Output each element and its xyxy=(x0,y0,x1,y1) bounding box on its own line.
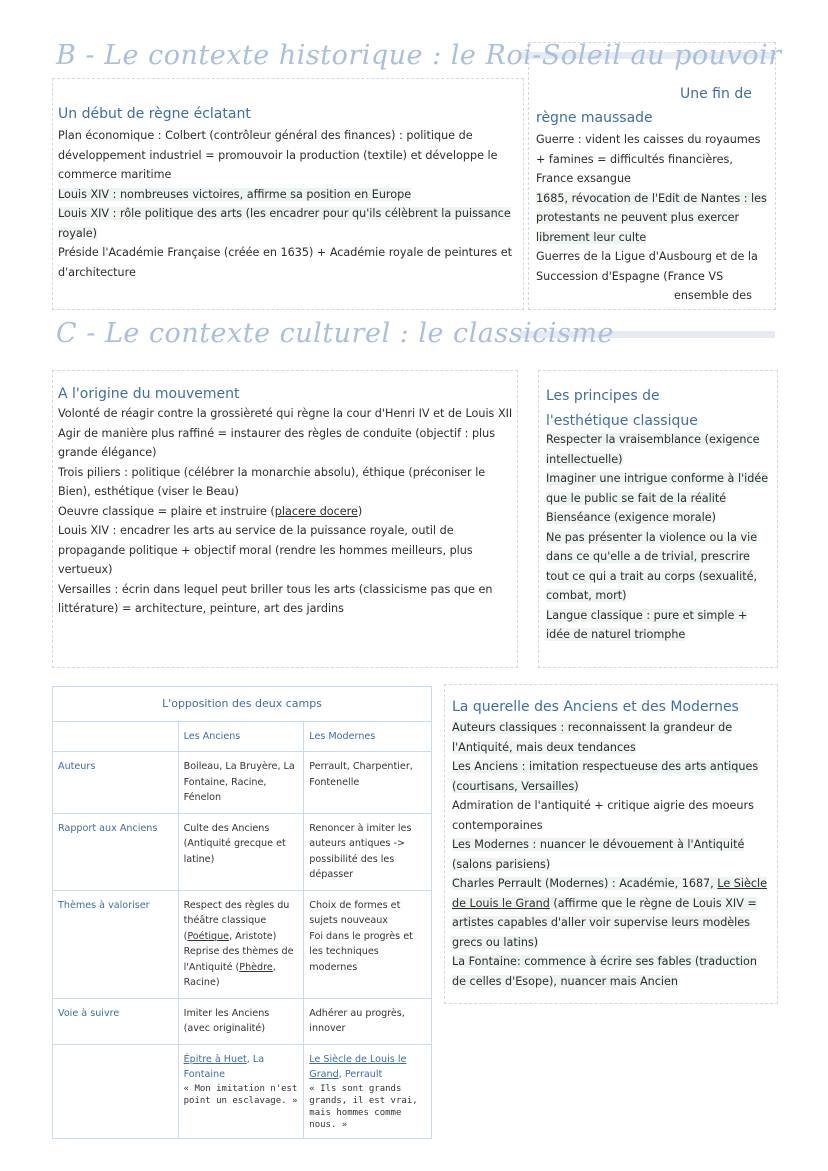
section-c-right-text xyxy=(546,430,772,645)
table-row xyxy=(53,890,432,998)
row-header: Auteurs xyxy=(53,752,179,814)
table-corner xyxy=(53,721,179,752)
poetique-link: Poétique xyxy=(187,930,230,942)
text-line: 1685, révocation de l'Edit de Nantes : les protestants ne peuvent plus exercer librement leur culte xyxy=(536,191,767,244)
section-c-left-text xyxy=(58,404,513,619)
quote-modernes: Le Siècle de Louis le Grand, Perrault « Ils sont grands grands, il est vrai, mais hommes comme nous. » xyxy=(304,1044,432,1138)
siecle-louis-link[interactable]: Le Siècle de Louis le Grand xyxy=(309,1053,407,1080)
col-header-anciens: Les Anciens xyxy=(178,721,304,752)
text-line: Admiration de l'antiquité + critique aigrie des moeurs contemporaines xyxy=(452,799,754,832)
querelle-subtitle: La querelle des Anciens et des Modernes xyxy=(452,699,739,715)
table-row xyxy=(53,998,432,1044)
table-cell: Imiter les Anciens (avec originalité) xyxy=(178,998,304,1044)
table-cell: Adhérer au progrès, innover xyxy=(304,998,432,1044)
placere-docere-link: placere docere xyxy=(274,504,358,518)
text-line: Langue classique : pure et simple + idée de naturel triomphe xyxy=(546,608,748,641)
text-line: ensemble des xyxy=(673,289,752,302)
text-line: Agir de manière plus raffiné = instaurer des règles de conduite (objectif : plus grande élégance) xyxy=(58,426,496,459)
section-b-left-subtitle: Un début de règne éclatant xyxy=(58,106,251,122)
section-b-title: B - Le contexte historique : le Roi-Soleil au pouvoir xyxy=(56,40,782,71)
querelle-text xyxy=(452,718,770,991)
text-line: Ne pas présenter la violence ou la vie dans ce qu'elle a de trivial, prescrire tout ce qui a trait au corps (sexualité, combat, mort) xyxy=(546,530,758,602)
table-cell: Boileau, La Bruyère, La Fontaine, Racine, Fénelon xyxy=(178,752,304,814)
col-header-modernes: Les Modernes xyxy=(304,721,432,752)
phedre-link: Phèdre xyxy=(239,961,273,973)
text-line: Respecter la vraisemblance (exigence intellectuelle) xyxy=(546,433,760,466)
table-cell: Choix de formes et sujets nouveaux Foi dans le progrès et les techniques modernes xyxy=(304,890,432,998)
opposition-table xyxy=(52,686,432,1139)
table-cell: Renoncer à imiter les auteurs antiques -> possibilité des les dépasser xyxy=(304,813,432,890)
text-line: Les Anciens : imitation respectueuse des arts antiques (courtisans, Versailles) xyxy=(452,760,759,793)
text-line: La Fontaine: commence à écrire ses fables (traduction de celles d'Esope), nuancer mais Ancien xyxy=(452,955,757,988)
text-line: Plan économique : Colbert (contrôleur général des finances) : politique de développement industriel = promouvoir la production (textile) et développe le commerce maritime xyxy=(58,129,498,181)
text-line: Louis XIV : rôle politique des arts (les encadrer pour qu'ils célèbrent la puissance royale) xyxy=(58,207,511,240)
text-line: Imaginer une intrigue conforme à l'idée que le public se fait de la réalité xyxy=(546,472,769,505)
section-c-left-subtitle: A l'origine du mouvement xyxy=(58,386,240,402)
text-line: Guerre : vident les caisses du royaumes + famines = difficultés financières, France exsangue xyxy=(536,133,761,185)
text-line: Volonté de réagir contre la grossièreté qui règne la cour d'Henri IV et de Louis XII xyxy=(58,407,513,420)
text-line: Oeuvre classique = plaire et instruire (placere docere) xyxy=(58,504,363,518)
section-c-right-subtitle: Les principes de l'esthétique classique xyxy=(546,388,698,429)
text-line: Trois piliers : politique (célébrer la monarchie absolu), éthique (préconiser le Bien), esthétique (viser le Beau) xyxy=(58,465,486,498)
text-line: Les Modernes : nuancer le dévouement à l'Antiquité (salons parisiens) xyxy=(452,838,745,871)
section-b-right-text xyxy=(536,130,768,306)
table-cell: Culte des Anciens (Antiquité grecque et latine) xyxy=(178,813,304,890)
text-line: Bienséance (exigence morale) xyxy=(546,511,717,524)
table-title: L'opposition des deux camps xyxy=(53,687,432,722)
row-header: Thèmes à valoriser xyxy=(53,890,179,998)
table-cell: Respect des règles du théâtre classique (Poétique, Aristote) Reprise des thèmes de l'Antiquité (Phèdre, Racine) xyxy=(178,890,304,998)
table-row xyxy=(53,752,432,814)
quote-anciens: Épitre à Huet, La Fontaine « Mon imitation n'est point un esclavage. » xyxy=(178,1044,304,1138)
row-header: Rapport aux Anciens xyxy=(53,813,179,890)
text-line: Louis XIV : encadrer les arts au service de la puissance royale, outil de propagande politique + objectif moral (rendre les hommes meilleurs, plus vertueux) xyxy=(58,524,473,576)
text-line: Auteurs classiques : reconnaissent la grandeur de l'Antiquité, mais deux tendances xyxy=(452,721,733,754)
section-b-left-text xyxy=(58,126,513,282)
section-b-right-subtitle-b: règne maussade xyxy=(536,110,653,126)
text-line: Charles Perrault (Modernes) : Académie, 1687, Le Siècle de Louis le Grand (affirme que le règne de Louis XIV = artistes capables d'aller voir supervise leurs modèles grecs ou latins) xyxy=(452,877,768,949)
text-line: Louis XIV : nombreuses victoires, affirme sa position en Europe xyxy=(58,187,412,201)
text-line: Guerres de la Ligue d'Ausbourg et de la Succession d'Espagne (France VS xyxy=(536,250,758,283)
text-line: Versailles : écrin dans lequel peut briller tous les arts (classicisme pas que en littérature) = architecture, peinture, art des jardins xyxy=(58,582,493,615)
siecle-louis-le-grand-link: Le Siècle de Louis le Grand xyxy=(452,877,768,910)
table-row xyxy=(53,813,432,890)
table-cell: Perrault, Charpentier, Fontenelle xyxy=(304,752,432,814)
epitre-huet-link[interactable]: Épitre à Huet xyxy=(183,1053,247,1065)
table-cell xyxy=(53,1044,179,1138)
table-row xyxy=(53,1044,432,1138)
row-header: Voie à suivre xyxy=(53,998,179,1044)
section-c-title: C - Le contexte culturel : le classicisme xyxy=(56,318,614,349)
text-line: Préside l'Académie Française (créée en 1635) + Académie royale de peintures et d'architecture xyxy=(58,246,513,279)
section-b-right-subtitle-a: Une fin de xyxy=(680,86,752,102)
